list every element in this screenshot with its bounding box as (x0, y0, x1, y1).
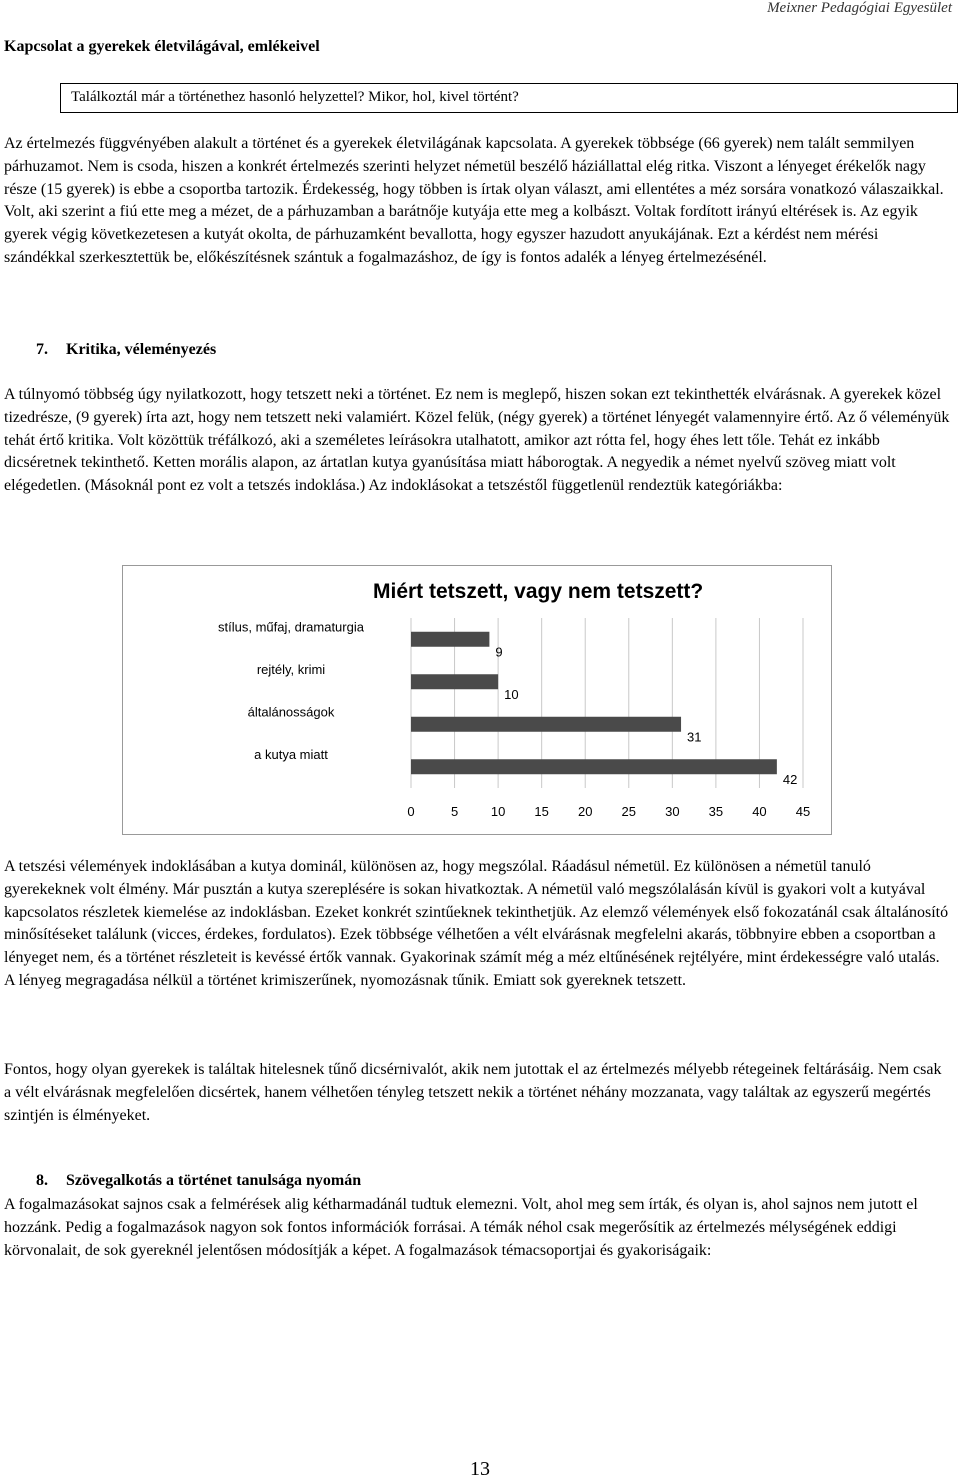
x-tick-label: 20 (577, 804, 593, 819)
bar (411, 632, 489, 647)
heading-8-number: 8. (36, 1172, 48, 1189)
heading-8-title: Szövegalkotás a történet tanulsága nyomán (66, 1172, 362, 1189)
x-tick-label: 5 (450, 804, 459, 819)
paragraph-3: A tetszési vélemények indoklásában a kutya dominál, különösen az, hogy megszólal. Ráadásul németül. Ez különösen a németül tanuló gyerekeknek volt élmény. Már pusztán a kutya szereplésére is sokan hivatkoztak. A németül való megszólalásán kívül is gyakori volt a kutyával kapcsolatos részletek kiemelése az indoklásban. Ezeket konkrét szintűeknek tekinthetjük. Az elemző vélemények első fokozatánál csak általánosító minősítéseket találunk (vicces, érdekes, fordulatos). Ezek többsége vélhetően a vélt elvárásnak megfelelni akarás, többnyire ebben a csoportban a lényeget nem, és a történet részleteit is kevéssé értők vannak. Gyakorinak számít még a méz eltűnésének rejtélyére, mint érdekességre való utalás. A lényeg megragadása nélkül a történet krimiszerűnek, nyomozásnak tűnik. Emiatt sok gyereknek tetszett. (4, 858, 949, 989)
header-organization: Meixner Pedagógiai Egyesület (767, 0, 952, 16)
page-number: 13 (470, 1458, 490, 1480)
x-tick-label: 40 (752, 804, 767, 819)
heading-7 (36, 341, 216, 359)
section-title: Kapcsolat a gyerekek életvilágával, emlékeivel (4, 38, 320, 55)
bar-value-label: 42 (782, 771, 798, 787)
bar (411, 717, 681, 732)
x-tick-label: 10 (490, 804, 506, 819)
bar (411, 674, 498, 689)
x-tick-label: 25 (621, 804, 637, 819)
paragraph-5: A fogalmazásokat sajnos csak a felmérések alig kétharmadánál tudtuk elemezni. Volt, ahol meg sem írták, és olyan is, ahol sajnos nem jutott el hozzánk. Pedig a fogalmazások nagyon sok fontos információk forrásai. A témák néhol csak megerősítik az értelmezés mélységének eddigi körvonalait, de sok gyereknél jelentősen módosítják a képet. A fogalmazások témacsoportjai és gyakoriságaik: (4, 1196, 918, 1259)
question-text: Találkoztál már a történethez hasonló helyzettel? Mikor, hol, kivel történt? (71, 89, 519, 105)
x-tick-label: 30 (665, 804, 680, 819)
heading-7-title: Kritika, véleményezés (66, 341, 217, 358)
paragraph-2: A túlnyomó többség úgy nyilatkozott, hogy tetszett neki a történet. Ez nem is meglepő, hiszen sokan ezt tekinthették elvárásnak. A gyerekek közel tizedrésze, (9 gyerek) írta azt, hogy nem tetszett neki valamiért. Közel felük, (négy gyerek) a történet lényegét valamennyire értő. Az ő véleményük tehát értő kritika. Volt közöttük tréfálkozó, aki a személetes leírásokra utalhatott, amikor azt rótta fel, hogy éhes lett tőle. Tehát ez inkább dicséretnek tekinthető. Ketten morális alapon, az ártatlan kutya gyanúsítása miatt háborogtak. A negyedik a német nyelvű szöveg miatt volt elégedetlen. (Másoknál pont ez volt a tetszés indoklása.) Az indoklásokat a tetszéstől függetlenül rendeztük kategóriákba: (4, 386, 950, 495)
category-label: stílus, műfaj, dramaturgia (218, 619, 364, 635)
paragraph-1: Az értelmezés függvényében alakult a történet és a gyerekek életvilágának kapcsolata. A gyerekek többsége (66 gyerek) nem talált semmilyen párhuzamot. Nem is csoda, hiszen a konkrét értelmezés szerinti helyzet németül beszélő háziállattal elég ritka. Viszont a lényeget érékelők nagy része (15 gyerek) is ebbe a csoportba tartozik. Érdekesség, hogy többen is írtak olyan választ, ami ellentétes a méz sorsára vonatkozó válaszaikkal. Volt, aki szerint a fiú ette meg a mézet, de a párhuzamban a barátnője kutyája ette meg a kolbászt. Voltak fordított irányú eltérések is. Az egyik gyerek végig következetesen a kutyát okolta, de párhuzamként bevallotta, hogy egyszer hazudott anyukájának. Ezt a kérdést nem mérési szándékkal szerkesztettük be, előkészítésnek szántuk a fogalmazáshoz, de így is fontos adalék a lényeg értelmezésénél. (4, 135, 944, 266)
bar-chart (123, 566, 831, 834)
chart-title: Miért tetszett, vagy nem tetszett? (373, 580, 704, 603)
heading-7-number: 7. (36, 341, 48, 358)
category-label: általánosságok (247, 704, 335, 720)
category-label: rejtély, krimi (256, 661, 326, 677)
chart-container (122, 565, 832, 835)
paragraph-4: Fontos, hogy olyan gyerekek is találtak hitelesnek tűnő dicsérnivalót, akik nem jutottak el az értelmezés mélyebb rétegeinek feltárásáig. Nem csak a vélt elvárásnak megfelelően dicsértek, hanem vélhetően tényleg tetszett nekik a történet néhány mozzanata, vagy találtak az egyszerű megértés szintjén is élményeket. (4, 1061, 942, 1124)
heading-8 (36, 1172, 361, 1190)
x-tick-label: 45 (795, 804, 811, 819)
x-tick-label: 35 (708, 804, 724, 819)
category-label: a kutya miatt (254, 746, 328, 762)
chart-tick-labels (407, 804, 810, 819)
x-tick-label: 15 (534, 804, 549, 819)
bar-value-label: 9 (495, 644, 503, 660)
chart-category-labels (218, 619, 365, 762)
bar (411, 759, 777, 774)
chart-bars (411, 632, 797, 787)
bar-value-label: 31 (687, 729, 702, 745)
bar-value-label: 10 (504, 686, 519, 702)
question-box (60, 83, 958, 113)
x-tick-label: 0 (407, 804, 415, 819)
